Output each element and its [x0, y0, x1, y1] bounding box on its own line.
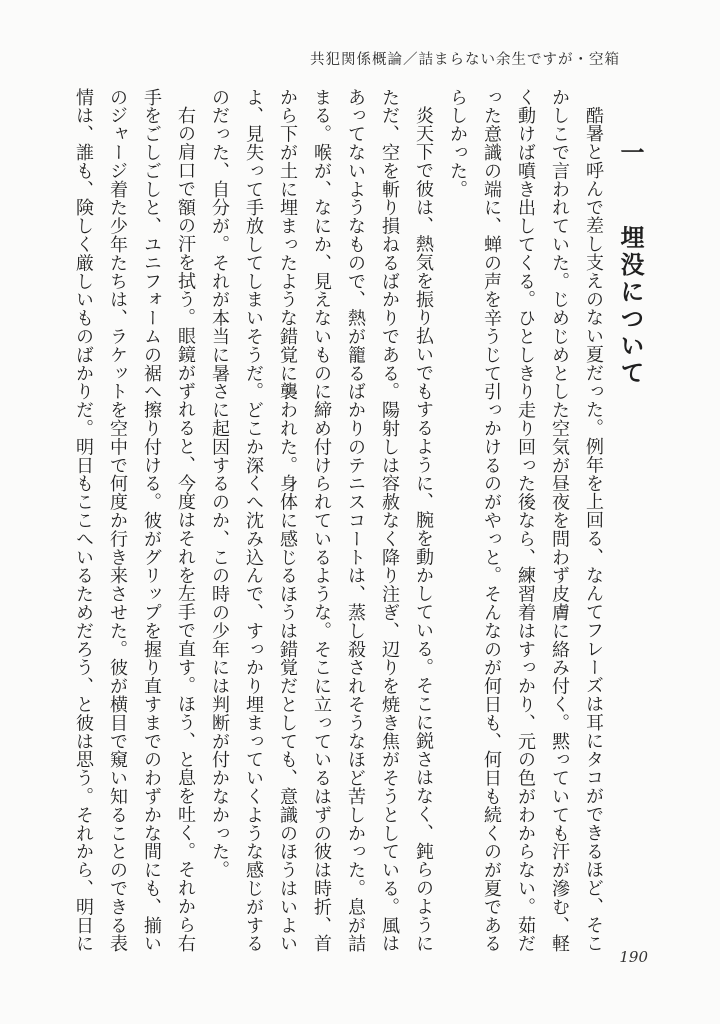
chapter-heading [612, 140, 648, 387]
paragraph-3: 右の肩口で額の汗を拭う。眼鏡がずれると、今度はそれを左手で直す。ほう、と息を吐く。それから右手をごしごしと、ユニフォームの裾へ擦り付ける。彼がグリップを握り直すまでのわずかな間にも、揃いのジャージ着た少年たちは、ラケットを空中で何度か行き来させた。彼が横目で窺い知ることのできる表情は、誰も、険しく厳しいものばかりだ。明日もここへいるためだろう、と彼は思う。それから、明日に [73, 88, 196, 953]
chapter-number: 一 [616, 140, 645, 167]
paragraph-2: 炎天下で彼は、熱気を振り払いでもするように、腕を動かしている。そこに鋭さはなく、鈍らのようにただ、空を斬り損ねるばかりである。陽射しは容赦なく降り注ぎ、辺りを焼き焦がそうとしている。風はあってないようなもので、熱が籠るばかりのテニスコートは、蒸し殺されそうなほど苦しかった。息が詰まる。喉が、なにか、見えないものに締め付けられているような。そこに立っているはずの彼は時折、首から下が土に埋まったような錯覚に襲われた。身体に感じるほうは錯覚だとしても、意識のほうはいよいよ、見失って手放してしまいそうだ。どこか深くへ沈み込んで、すっかり埋まっていくような感じがするのだった、自分が。それが本当に暑さに起因するのか、この時の少年には判断が付かなかった。 [209, 88, 434, 953]
chapter-title: 埋没について [616, 225, 645, 387]
running-header: 共犯関係概論／詰まらない余生ですが・空箱 [310, 52, 620, 68]
paragraph-1: 酷暑と呼んで差し支えのない夏だった。例年を上回る、なんてフレーズは耳にタコができるほど、そこかしこで言われていた。じめじめとした空気が昼夜を問わず皮膚に絡み付く。黙っていても汗が滲む、軽く動けば噴き出してくる。ひとしきり走り回った後なら、練習着はすっかり、元の色がわからない。茹だった意識の端に、蝉の声を辛うじて引っかけるのがやっと。そんなのが何日も、何日も続くのが夏であるらしかった。 [447, 88, 604, 953]
page-number: 190 [619, 948, 648, 966]
body-text [73, 88, 610, 958]
